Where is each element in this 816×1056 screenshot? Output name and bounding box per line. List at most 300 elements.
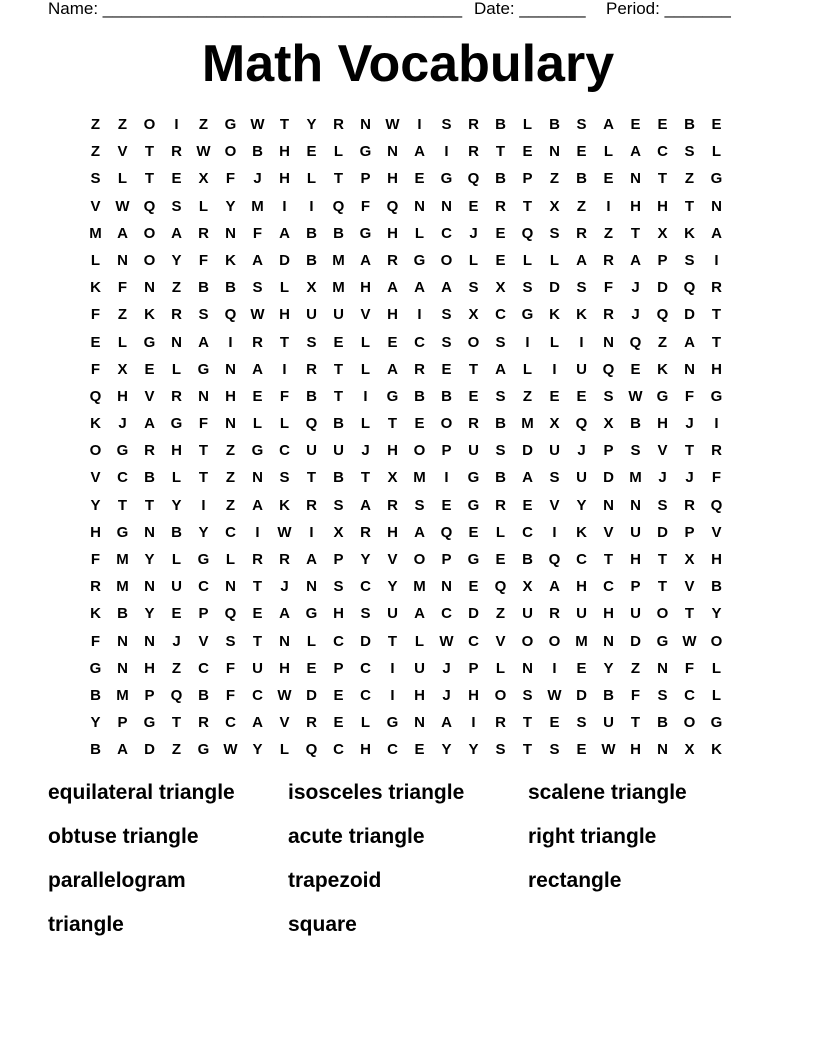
grid-letter: D <box>657 523 668 541</box>
grid-letter: S <box>549 741 560 759</box>
grid-letter: S <box>225 632 236 650</box>
grid-letter: U <box>333 442 344 460</box>
grid-letter: S <box>603 387 614 405</box>
grid-letter: S <box>360 605 371 623</box>
grid-letter: W <box>385 116 400 133</box>
grid-letter: A <box>711 224 722 242</box>
grid-letter: G <box>467 469 480 487</box>
grid-letter: K <box>684 224 695 242</box>
grid-letter: H <box>630 197 641 215</box>
word-bank-item: rectangle <box>528 869 622 892</box>
grid-letter: D <box>576 686 587 704</box>
grid-letter: S <box>468 279 479 297</box>
grid-letter: A <box>414 279 425 297</box>
grid-letter: A <box>279 605 290 623</box>
grid-letter: G <box>143 333 156 351</box>
grid-letter: L <box>468 251 479 269</box>
grid-letter: G <box>197 360 210 378</box>
grid-letter: B <box>252 143 263 161</box>
grid-letter: F <box>90 360 101 378</box>
grid-letter: B <box>522 551 533 568</box>
word-bank-item: triangle <box>48 913 124 936</box>
grid-letter: V <box>711 523 722 541</box>
grid-letter: Y <box>603 659 614 677</box>
grid-letter: H <box>630 551 641 568</box>
grid-letter: W <box>628 387 643 405</box>
grid-letter: P <box>144 686 155 704</box>
grid-letter: E <box>495 251 506 269</box>
grid-letter: C <box>495 306 506 324</box>
grid-letter: P <box>468 659 479 677</box>
grid-letter: L <box>414 224 425 242</box>
grid-letter: A <box>279 224 290 242</box>
grid-letter: X <box>522 578 533 596</box>
grid-letter: H <box>279 143 290 161</box>
grid-letter: A <box>549 578 560 596</box>
grid-letter: H <box>387 224 398 242</box>
grid-letter: S <box>522 279 533 297</box>
grid-letter: R <box>711 442 722 460</box>
grid-letter: G <box>710 387 723 405</box>
grid-letter: U <box>549 442 560 460</box>
grid-letter: B <box>144 469 155 487</box>
grid-letter: E <box>657 116 668 133</box>
grid-letter: K <box>711 741 722 759</box>
grid-letter: S <box>495 387 506 405</box>
grid-letter: G <box>224 116 237 133</box>
word-bank-item: trapezoid <box>288 869 382 892</box>
grid-letter: L <box>171 360 182 378</box>
grid-letter: Z <box>576 197 587 215</box>
grid-letter: L <box>279 741 290 759</box>
grid-letter: C <box>279 442 290 460</box>
grid-letter: S <box>495 333 506 351</box>
grid-letter: N <box>603 333 614 351</box>
grid-letter: F <box>90 632 101 650</box>
grid-letter: A <box>252 360 263 378</box>
grid-letter: A <box>360 496 371 514</box>
grid-letter: D <box>522 442 533 460</box>
grid-letter: K <box>657 360 668 378</box>
grid-letter: W <box>223 741 238 759</box>
word-bank-item: obtuse triangle <box>48 825 199 848</box>
grid-letter: Y <box>225 197 236 215</box>
grid-letter: G <box>143 714 156 732</box>
grid-letter: I <box>714 251 719 269</box>
grid-letter: S <box>657 686 668 704</box>
word-bank-item: scalene triangle <box>528 781 687 804</box>
grid-letter: M <box>116 551 129 568</box>
grid-letter: L <box>495 659 506 677</box>
grid-letter: X <box>333 523 344 541</box>
grid-letter: P <box>630 578 641 596</box>
grid-letter: E <box>711 116 722 133</box>
grid-letter: L <box>360 360 371 378</box>
grid-letter: M <box>116 686 129 704</box>
grid-letter: H <box>468 686 479 704</box>
grid-letter: E <box>549 387 560 405</box>
grid-letter: H <box>90 523 101 541</box>
grid-letter: Q <box>575 415 588 433</box>
grid-letter: F <box>90 306 101 324</box>
grid-letter: G <box>413 251 426 269</box>
grid-letter: J <box>172 632 181 650</box>
grid-letter: V <box>279 714 290 732</box>
grid-letter: H <box>360 741 371 759</box>
grid-letter: L <box>711 686 722 704</box>
grid-letter: R <box>306 360 317 378</box>
grid-letter: N <box>414 197 425 215</box>
grid-letter: Z <box>630 659 641 677</box>
grid-letter: Z <box>171 659 182 677</box>
grid-letter: A <box>414 523 425 541</box>
grid-letter: J <box>280 578 289 596</box>
grid-letter: O <box>467 333 480 351</box>
grid-letter: J <box>442 686 451 704</box>
grid-letter: T <box>603 551 614 568</box>
word-search-grid <box>82 111 730 764</box>
grid-letter: H <box>387 306 398 324</box>
grid-letter: K <box>576 523 587 541</box>
grid-letter: D <box>684 306 695 324</box>
grid-letter: H <box>576 578 587 596</box>
grid-letter: L <box>306 632 317 650</box>
grid-letter: B <box>630 415 641 433</box>
grid-letter: B <box>603 686 614 704</box>
grid-letter: T <box>333 170 344 188</box>
grid-letter: P <box>441 442 452 460</box>
grid-letter: E <box>576 387 587 405</box>
grid-letter: H <box>360 279 371 297</box>
grid-letter: W <box>196 143 211 161</box>
grid-letter: X <box>684 741 695 759</box>
grid-letter: B <box>657 714 668 732</box>
grid-letter: S <box>576 116 587 133</box>
grid-letter: F <box>117 279 128 297</box>
grid-letter: S <box>576 714 587 732</box>
grid-letter: M <box>413 469 426 487</box>
grid-letter: I <box>552 523 557 541</box>
grid-letter: S <box>333 496 344 514</box>
grid-letter: P <box>603 442 614 460</box>
grid-letter: T <box>711 333 722 351</box>
grid-letter: R <box>603 306 614 324</box>
grid-letter: A <box>684 333 695 351</box>
grid-letter: P <box>333 659 344 677</box>
grid-letter: N <box>252 469 263 487</box>
grid-letter: S <box>441 333 452 351</box>
grid-letter: R <box>198 224 209 242</box>
grid-letter: V <box>495 632 506 650</box>
grid-letter: T <box>279 116 290 133</box>
grid-letter: A <box>117 741 128 759</box>
grid-letter: A <box>414 605 425 623</box>
grid-letter: X <box>549 415 560 433</box>
grid-letter: U <box>522 605 533 623</box>
grid-letter: C <box>414 333 425 351</box>
grid-letter: H <box>279 170 290 188</box>
grid-letter: Q <box>629 333 642 351</box>
grid-letter: V <box>90 197 101 215</box>
grid-letter: E <box>171 170 182 188</box>
grid-letter: Q <box>305 741 318 759</box>
grid-letter: F <box>684 387 695 405</box>
grid-letter: B <box>198 686 209 704</box>
grid-letter: V <box>198 632 209 650</box>
grid-letter: M <box>116 578 129 596</box>
grid-letter: A <box>252 251 263 269</box>
grid-letter: Z <box>171 279 182 297</box>
grid-letter: G <box>386 387 399 405</box>
grid-letter: X <box>495 279 506 297</box>
grid-letter: Y <box>576 496 587 514</box>
grid-letter: S <box>90 170 101 188</box>
grid-letter: R <box>711 279 722 297</box>
grid-letter: Z <box>684 170 695 188</box>
grid-letter: E <box>90 333 101 351</box>
grid-letter: Q <box>467 170 480 188</box>
grid-letter: P <box>684 523 695 541</box>
grid-letter: V <box>387 551 398 568</box>
grid-letter: L <box>117 170 128 188</box>
grid-letter: N <box>684 360 695 378</box>
grid-letter: R <box>198 714 209 732</box>
grid-letter: C <box>252 686 263 704</box>
grid-letter: K <box>144 306 155 324</box>
grid-letter: U <box>252 659 263 677</box>
grid-letter: R <box>171 306 182 324</box>
grid-letter: S <box>198 306 209 324</box>
word-bank-item: square <box>288 913 357 936</box>
grid-letter: J <box>658 469 667 487</box>
grid-letter: T <box>522 741 533 759</box>
grid-letter: S <box>576 279 587 297</box>
grid-letter: L <box>360 415 371 433</box>
grid-letter: C <box>225 714 236 732</box>
grid-letter: U <box>630 523 641 541</box>
grid-letter: O <box>548 632 561 650</box>
grid-letter: P <box>657 251 668 269</box>
grid-letter: C <box>441 605 452 623</box>
grid-letter: G <box>359 224 372 242</box>
grid-letter: J <box>253 170 262 188</box>
word-bank <box>48 778 768 954</box>
grid-letter: T <box>684 605 695 623</box>
grid-letter: U <box>306 442 317 460</box>
grid-letter: R <box>468 116 479 133</box>
word-bank-item: parallelogram <box>48 869 186 892</box>
grid-letter: Y <box>90 496 101 514</box>
grid-letter: T <box>684 197 695 215</box>
date-field: Date: _______ <box>474 0 586 18</box>
grid-letter: S <box>495 442 506 460</box>
grid-letter: B <box>306 387 317 405</box>
grid-letter: R <box>495 197 506 215</box>
grid-letter: I <box>444 143 449 161</box>
grid-letter: E <box>306 659 317 677</box>
word-bank-item: equilateral triangle <box>48 781 235 804</box>
grid-letter: C <box>117 469 128 487</box>
grid-letter: Y <box>468 741 479 759</box>
grid-letter: L <box>522 251 533 269</box>
grid-letter: B <box>576 170 587 188</box>
grid-letter: B <box>441 387 452 405</box>
grid-letter: K <box>225 251 236 269</box>
grid-letter: T <box>630 714 641 732</box>
grid-letter: H <box>630 741 641 759</box>
grid-letter: B <box>90 686 101 704</box>
grid-letter: T <box>117 496 128 514</box>
grid-letter: E <box>333 714 344 732</box>
grid-letter: Q <box>548 551 561 568</box>
grid-letter: B <box>333 224 344 242</box>
grid-letter: N <box>225 578 236 596</box>
grid-letter: O <box>683 714 696 732</box>
grid-letter: F <box>630 686 641 704</box>
grid-letter: B <box>495 170 506 188</box>
grid-letter: E <box>441 360 452 378</box>
grid-letter: S <box>657 496 668 514</box>
grid-letter: R <box>603 251 614 269</box>
grid-letter: G <box>440 170 453 188</box>
grid-letter: E <box>630 116 641 133</box>
grid-letter: B <box>495 116 506 133</box>
grid-letter: Z <box>171 741 182 759</box>
grid-letter: K <box>279 496 290 514</box>
grid-letter: X <box>468 306 479 324</box>
grid-letter: T <box>468 360 479 378</box>
grid-letter: J <box>442 659 451 677</box>
grid-letter: S <box>279 469 290 487</box>
grid-letter: G <box>467 551 480 568</box>
grid-letter: S <box>549 469 560 487</box>
grid-letter: H <box>333 605 344 623</box>
grid-letter: B <box>198 279 209 297</box>
grid-letter: U <box>414 659 425 677</box>
grid-letter: O <box>143 116 156 133</box>
grid-letter: F <box>252 224 263 242</box>
grid-letter: E <box>414 170 425 188</box>
grid-letter: T <box>252 632 263 650</box>
grid-letter: O <box>143 224 156 242</box>
grid-letter: M <box>89 224 102 242</box>
grid-letter: Q <box>224 605 237 623</box>
grid-letter: R <box>90 578 101 596</box>
grid-letter: G <box>116 523 129 541</box>
grid-letter: B <box>117 605 128 623</box>
grid-letter: L <box>117 333 128 351</box>
grid-letter: T <box>495 143 506 161</box>
grid-letter: O <box>143 251 156 269</box>
grid-letter: A <box>171 224 182 242</box>
grid-letter: T <box>198 442 209 460</box>
grid-letter: R <box>495 496 506 514</box>
grid-letter: K <box>90 279 101 297</box>
grid-letter: E <box>495 224 506 242</box>
grid-letter: X <box>684 551 695 568</box>
grid-letter: S <box>522 686 533 704</box>
grid-letter: C <box>657 143 668 161</box>
grid-letter: N <box>387 143 398 161</box>
grid-letter: I <box>228 333 233 351</box>
grid-letter: E <box>414 415 425 433</box>
grid-letter: E <box>495 551 506 568</box>
grid-letter: T <box>198 469 209 487</box>
grid-letter: I <box>417 306 422 324</box>
grid-letter: T <box>522 714 533 732</box>
grid-letter: U <box>171 578 182 596</box>
grid-letter: F <box>711 469 722 487</box>
grid-letter: Y <box>252 741 263 759</box>
grid-letter: T <box>387 415 398 433</box>
grid-letter: W <box>250 116 265 133</box>
grid-letter: D <box>144 741 155 759</box>
grid-letter: Y <box>306 116 317 133</box>
grid-letter: B <box>549 116 560 133</box>
grid-letter: F <box>684 659 695 677</box>
grid-letter: Q <box>386 197 399 215</box>
grid-letter: B <box>225 279 236 297</box>
grid-letter: E <box>441 496 452 514</box>
grid-letter: E <box>387 333 398 351</box>
grid-letter: J <box>685 415 694 433</box>
grid-letter: W <box>601 741 616 759</box>
grid-letter: Y <box>198 523 209 541</box>
grid-letter: B <box>171 523 182 541</box>
grid-letter: Q <box>170 686 183 704</box>
grid-letter: I <box>579 333 584 351</box>
grid-letter: S <box>306 333 317 351</box>
grid-letter: O <box>89 442 102 460</box>
grid-letter: I <box>606 197 611 215</box>
grid-letter: G <box>251 442 264 460</box>
grid-letter: O <box>440 415 453 433</box>
grid-letter: N <box>225 360 236 378</box>
grid-letter: F <box>225 659 236 677</box>
grid-letter: T <box>333 360 344 378</box>
grid-letter: C <box>441 224 452 242</box>
grid-letter: R <box>360 523 371 541</box>
grid-letter: A <box>360 251 371 269</box>
grid-letter: A <box>387 279 398 297</box>
grid-letter: U <box>387 605 398 623</box>
grid-letter: E <box>468 387 479 405</box>
grid-letter: X <box>117 360 128 378</box>
grid-letter: S <box>495 741 506 759</box>
grid-letter: M <box>332 251 345 269</box>
grid-letter: H <box>414 686 425 704</box>
grid-letter: F <box>198 415 209 433</box>
grid-letter: I <box>309 523 314 541</box>
grid-letter: R <box>171 143 182 161</box>
grid-letter: C <box>576 551 587 568</box>
grid-letter: R <box>171 387 182 405</box>
grid-letter: E <box>576 741 587 759</box>
grid-letter: F <box>198 251 209 269</box>
grid-letter: O <box>710 632 723 650</box>
grid-letter: G <box>89 659 102 677</box>
grid-letter: F <box>225 170 236 188</box>
grid-letter: V <box>549 496 560 514</box>
grid-letter: A <box>522 469 533 487</box>
grid-letter: N <box>144 523 155 541</box>
grid-letter: E <box>252 387 263 405</box>
grid-letter: O <box>656 605 669 623</box>
grid-letter: F <box>90 551 101 568</box>
grid-letter: Z <box>225 496 236 514</box>
grid-letter: L <box>360 714 371 732</box>
grid-letter: I <box>552 659 557 677</box>
